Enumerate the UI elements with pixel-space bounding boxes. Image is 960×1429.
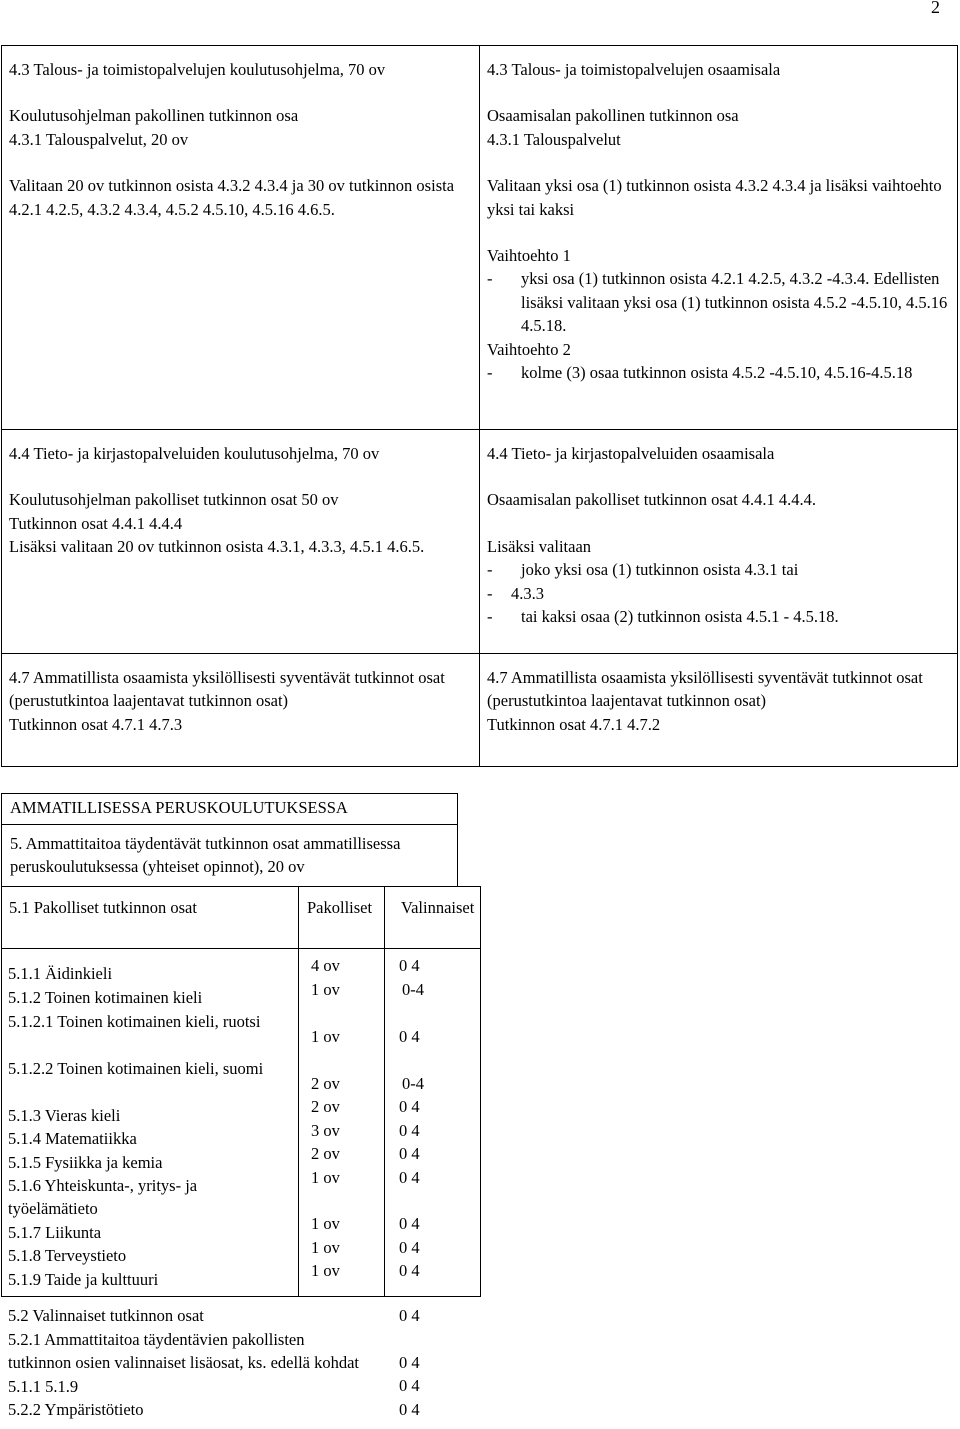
option-2-list xyxy=(487,361,957,384)
additional-list xyxy=(487,558,957,628)
list-item: - yksi osa (1) tutkinnon osista 4.2.1 4.2.5, 4.3.2 -4.3.4. Edellisten lisäksi valitaan yksi osa (1) tutkinnon osista 4.5.2 -4.5.10, 4.5.16 4.5.18. xyxy=(487,269,948,336)
optional-value: 0-4 xyxy=(402,1074,424,1093)
list-item: - 4.3.3 xyxy=(487,583,544,603)
mandatory-part-name: 4.3.1 Talouspalvelut xyxy=(487,129,621,149)
table-row: 5.1.9 Taide ja kulttuuri xyxy=(8,1270,159,1289)
optional-value: 0 4 xyxy=(399,1400,420,1419)
heading-4-7: 4.7 Ammatillista osaamista yksilöllisesti syventävät tutkinnot osat (perustutkintoa laajentavat tutkinnon osat) xyxy=(9,668,445,711)
option-2-label: Vaihtoehto 2 xyxy=(487,339,571,359)
table-row: 5.1.1 Äidinkieli xyxy=(8,964,113,983)
mandatory-value: 1 ov xyxy=(311,1238,340,1257)
basic-education-heading: AMMATILLISESSA PERUSKOULUTUKSESSA xyxy=(10,798,348,817)
optional-parts-heading: 5.2 Valinnaiset tutkinnon osat xyxy=(8,1306,204,1325)
optional-value: 0 4 xyxy=(399,1027,420,1046)
mandatory-value: 4 ov xyxy=(311,956,340,975)
basic-education-heading-box xyxy=(1,793,458,824)
heading-4-3-programme: 4.3 Talous- ja toimistopalvelujen koulutusohjelma, 70 ov xyxy=(9,60,386,79)
heading-4-7: 4.7 Ammatillista osaamista yksilöllisesti syventävät tutkinnot osat (perustutkintoa laajentavat tutkinnon osat) xyxy=(487,668,923,711)
table-row: 5.1.2.2 Toinen kotimainen kieli, suomi xyxy=(8,1059,264,1078)
cell-4-7-competence-area xyxy=(480,654,958,767)
optional-value: 0 4 xyxy=(399,1214,420,1233)
optional-value: 0-4 xyxy=(402,980,424,999)
cell-4-4-programme xyxy=(2,430,480,654)
table-row: 5.1.4 Matematiikka xyxy=(8,1129,137,1148)
page-number: 2 xyxy=(931,0,940,17)
option-1-list xyxy=(487,267,957,337)
table-row: 5.1.7 Liikunta xyxy=(8,1223,102,1242)
mandatory-part-label: Osaamisalan pakollinen tutkinnon osa xyxy=(487,106,739,126)
mandatory-value: 1 ov xyxy=(311,1261,340,1280)
table-row: 5.1.5 Fysiikka ja kemia xyxy=(8,1153,163,1172)
cell-4-7-programme xyxy=(2,654,480,767)
cell-4-3-competence-area xyxy=(480,46,958,430)
heading-4-4-competence-area: 4.4 Tieto- ja kirjastopalveluiden osaamisala xyxy=(487,444,775,463)
optional-item-5-2-1: 5.2.1 Ammattitaitoa täydentävien pakollisten tutkinnon osien valinnaiset lisäosat, ks. edellä kohdat 5.1.1 5.1.9 xyxy=(8,1330,360,1396)
mandatory-value: 2 ov xyxy=(311,1074,340,1093)
table-row: 5.1.6 Yhteiskunta-, yritys- ja työelämätieto xyxy=(8,1176,198,1219)
selection-text: Valitaan yksi osa (1) tutkinnon osista 4.3.2 4.3.4 ja lisäksi vaihtoehto yksi tai kaksi xyxy=(487,176,942,219)
mandatory-value: 2 ov xyxy=(311,1144,340,1163)
table-row: 5.1.8 Terveystieto xyxy=(8,1246,127,1265)
section-5-heading: 5. Ammattitaitoa täydentävät tutkinnon osat ammatillisessa peruskoulutuksessa (yhteiset opinnot), 20 ov xyxy=(1,824,458,886)
mandatory-part-name: 4.3.1 Talouspalvelut, 20 ov xyxy=(9,129,189,149)
parts-range: Tutkinnon osat 4.4.1 4.4.4 xyxy=(9,513,183,533)
cell-4-4-competence-area xyxy=(480,430,958,654)
mandatory-part-label: Koulutusohjelman pakollinen tutkinnon osa xyxy=(9,106,299,126)
table-row: 5.1.2.1 Toinen kotimainen kieli, ruotsi xyxy=(8,1012,261,1031)
mandatory-value: 1 ov xyxy=(311,1168,340,1187)
optional-value: 0 4 xyxy=(399,1261,420,1280)
heading-4-4-programme: 4.4 Tieto- ja kirjastopalveluiden koulutusohjelma, 70 ov xyxy=(9,444,380,463)
mandatory-value: 1 ov xyxy=(311,1027,340,1046)
table-row: 5.1.3 Vieras kieli xyxy=(8,1106,121,1125)
mandatory-parts-text: Koulutusohjelman pakolliset tutkinnon osat 50 ov xyxy=(9,490,339,510)
mandatory-value: 3 ov xyxy=(311,1121,340,1140)
selection-text: Valitaan 20 ov tutkinnon osista 4.3.2 4.3.4 ja 30 ov tutkinnon osista 4.2.1 4.2.5, 4.3.2 4.3.4, 4.5.2 4.5.10, 4.5.16 4.6.5. xyxy=(9,176,455,219)
mandatory-value: 2 ov xyxy=(311,1097,340,1116)
list-item: - kolme (3) osaa tutkinnon osista 4.5.2 -4.5.10, 4.5.16-4.5.18 xyxy=(487,363,913,383)
header-optional: Valinnaiset xyxy=(385,887,481,949)
heading-4-3-competence-area: 4.3 Talous- ja toimistopalvelujen osaamisala xyxy=(487,60,781,79)
additional-selection: Lisäksi valitaan 20 ov tutkinnon osista 4.3.1, 4.3.3, 4.5.1 4.6.5. xyxy=(9,537,425,557)
cell-4-3-programme xyxy=(2,46,480,430)
optional-value: 0 4 xyxy=(399,1121,420,1140)
optional-value: 0 4 xyxy=(399,956,420,975)
table-row: 5.1.2 Toinen kotimainen kieli xyxy=(8,988,203,1007)
optional-item-5-2-2: 5.2.2 Ympäristötieto xyxy=(8,1400,144,1419)
list-item: - joko yksi osa (1) tutkinnon osista 4.3.1 tai xyxy=(487,560,799,580)
mandatory-value: 1 ov xyxy=(311,980,340,999)
option-1-label: Vaihtoehto 1 xyxy=(487,246,571,266)
additional-label: Lisäksi valitaan xyxy=(487,536,592,556)
optional-value: 0 4 xyxy=(399,1168,420,1187)
header-subjects: 5.1 Pakolliset tutkinnon osat xyxy=(2,887,299,949)
optional-value: 0 4 xyxy=(399,1144,420,1163)
optional-value: 0 4 xyxy=(399,1097,420,1116)
optional-value: 0 4 xyxy=(399,1306,420,1325)
header-mandatory: Pakolliset xyxy=(299,887,385,949)
comparison-table xyxy=(1,45,958,767)
optional-value: 0 4 xyxy=(399,1238,420,1257)
optional-value: 0 4 xyxy=(399,1376,420,1395)
mandatory-parts-text: Osaamisalan pakolliset tutkinnon osat 4.4.1 4.4.4. xyxy=(487,490,817,510)
parts-range: Tutkinnon osat 4.7.1 4.7.2 xyxy=(487,714,661,734)
optional-value: 0 4 xyxy=(399,1353,420,1372)
mandatory-value: 1 ov xyxy=(311,1214,340,1233)
list-item: - tai kaksi osaa (2) tutkinnon osista 4.5.1 - 4.5.18. xyxy=(487,607,839,627)
parts-range: Tutkinnon osat 4.7.1 4.7.3 xyxy=(9,714,183,734)
